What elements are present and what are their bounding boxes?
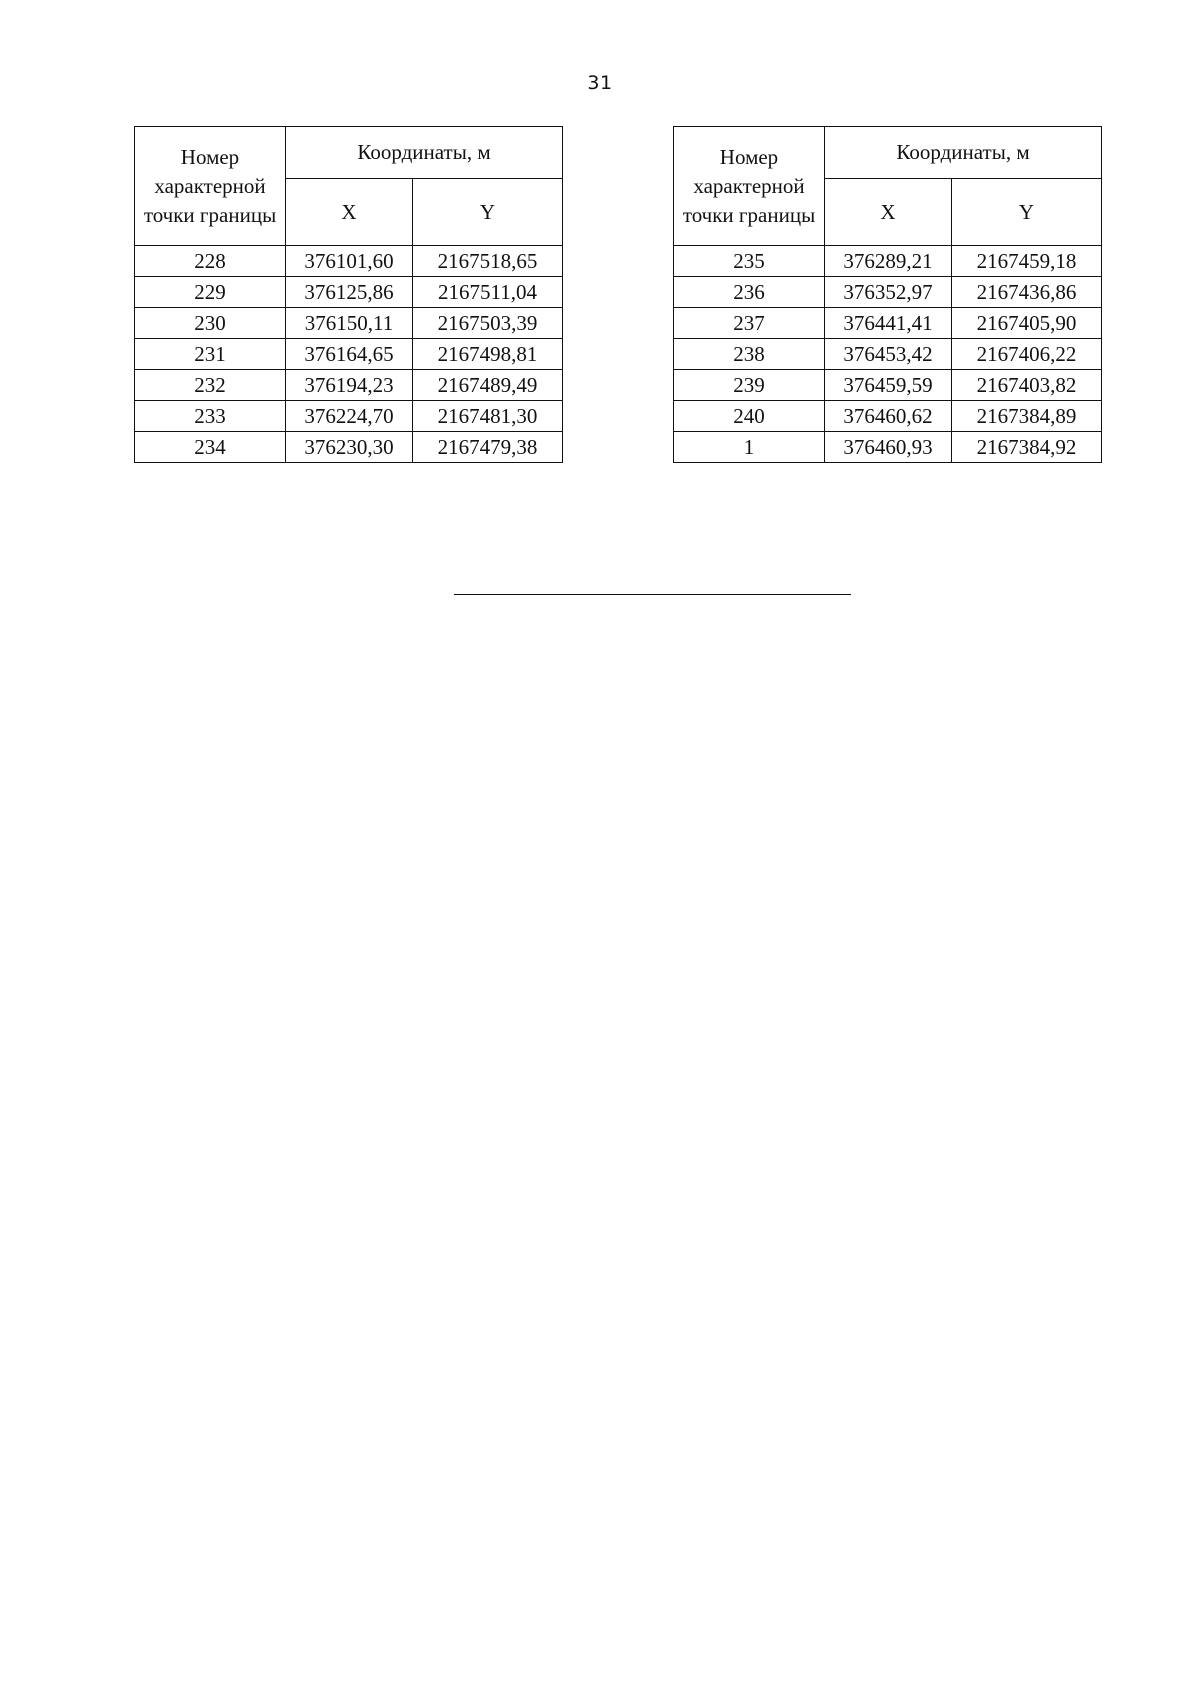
- cell-x: 376101,60: [286, 246, 413, 277]
- cell-point: 237: [674, 308, 825, 339]
- cell-point: 236: [674, 277, 825, 308]
- coordinates-table-left: [134, 126, 563, 463]
- cell-x: 376289,21: [825, 246, 952, 277]
- cell-y: 2167511,04: [413, 277, 563, 308]
- end-of-document-rule: [454, 594, 851, 595]
- table-row: [674, 308, 1102, 339]
- header-point-number: Номер характерной точки границы: [135, 127, 286, 246]
- cell-y: 2167503,39: [413, 308, 563, 339]
- cell-y: 2167489,49: [413, 370, 563, 401]
- table-row: [135, 308, 563, 339]
- cell-y: 2167406,22: [952, 339, 1102, 370]
- cell-x: 376352,97: [825, 277, 952, 308]
- table-row: [674, 401, 1102, 432]
- cell-point: 228: [135, 246, 286, 277]
- coordinates-table-right: [673, 126, 1102, 463]
- table-row: [135, 432, 563, 463]
- cell-y: 2167436,86: [952, 277, 1102, 308]
- table-row: [135, 401, 563, 432]
- cell-y: 2167384,92: [952, 432, 1102, 463]
- cell-y: 2167479,38: [413, 432, 563, 463]
- cell-point: 233: [135, 401, 286, 432]
- table-row: [674, 246, 1102, 277]
- cell-point: 230: [135, 308, 286, 339]
- cell-point: 234: [135, 432, 286, 463]
- cell-x: 376460,93: [825, 432, 952, 463]
- cell-x: 376453,42: [825, 339, 952, 370]
- cell-x: 376224,70: [286, 401, 413, 432]
- cell-y: 2167405,90: [952, 308, 1102, 339]
- cell-x: 376125,86: [286, 277, 413, 308]
- cell-point: 235: [674, 246, 825, 277]
- cell-y: 2167459,18: [952, 246, 1102, 277]
- table-row: [674, 432, 1102, 463]
- cell-point: 232: [135, 370, 286, 401]
- cell-point: 1: [674, 432, 825, 463]
- header-y: Y: [413, 179, 563, 246]
- table-row: [674, 277, 1102, 308]
- cell-x: 376164,65: [286, 339, 413, 370]
- table-row: [135, 277, 563, 308]
- cell-y: 2167498,81: [413, 339, 563, 370]
- cell-x: 376230,30: [286, 432, 413, 463]
- header-coordinates: Координаты, м: [286, 127, 563, 179]
- cell-x: 376441,41: [825, 308, 952, 339]
- header-x: X: [825, 179, 952, 246]
- header-point-number: Номер характерной точки границы: [674, 127, 825, 246]
- cell-point: 229: [135, 277, 286, 308]
- cell-y: 2167384,89: [952, 401, 1102, 432]
- cell-point: 239: [674, 370, 825, 401]
- cell-point: 240: [674, 401, 825, 432]
- table-row: [674, 370, 1102, 401]
- cell-x: 376459,59: [825, 370, 952, 401]
- cell-y: 2167481,30: [413, 401, 563, 432]
- header-coordinates: Координаты, м: [825, 127, 1102, 179]
- table-row: [674, 339, 1102, 370]
- cell-y: 2167403,82: [952, 370, 1102, 401]
- cell-x: 376460,62: [825, 401, 952, 432]
- cell-y: 2167518,65: [413, 246, 563, 277]
- cell-point: 231: [135, 339, 286, 370]
- table-row: [135, 246, 563, 277]
- header-x: X: [286, 179, 413, 246]
- cell-point: 238: [674, 339, 825, 370]
- cell-x: 376194,23: [286, 370, 413, 401]
- table-row: [135, 339, 563, 370]
- header-y: Y: [952, 179, 1102, 246]
- page-number: 31: [587, 72, 613, 94]
- cell-x: 376150,11: [286, 308, 413, 339]
- table-row: [135, 370, 563, 401]
